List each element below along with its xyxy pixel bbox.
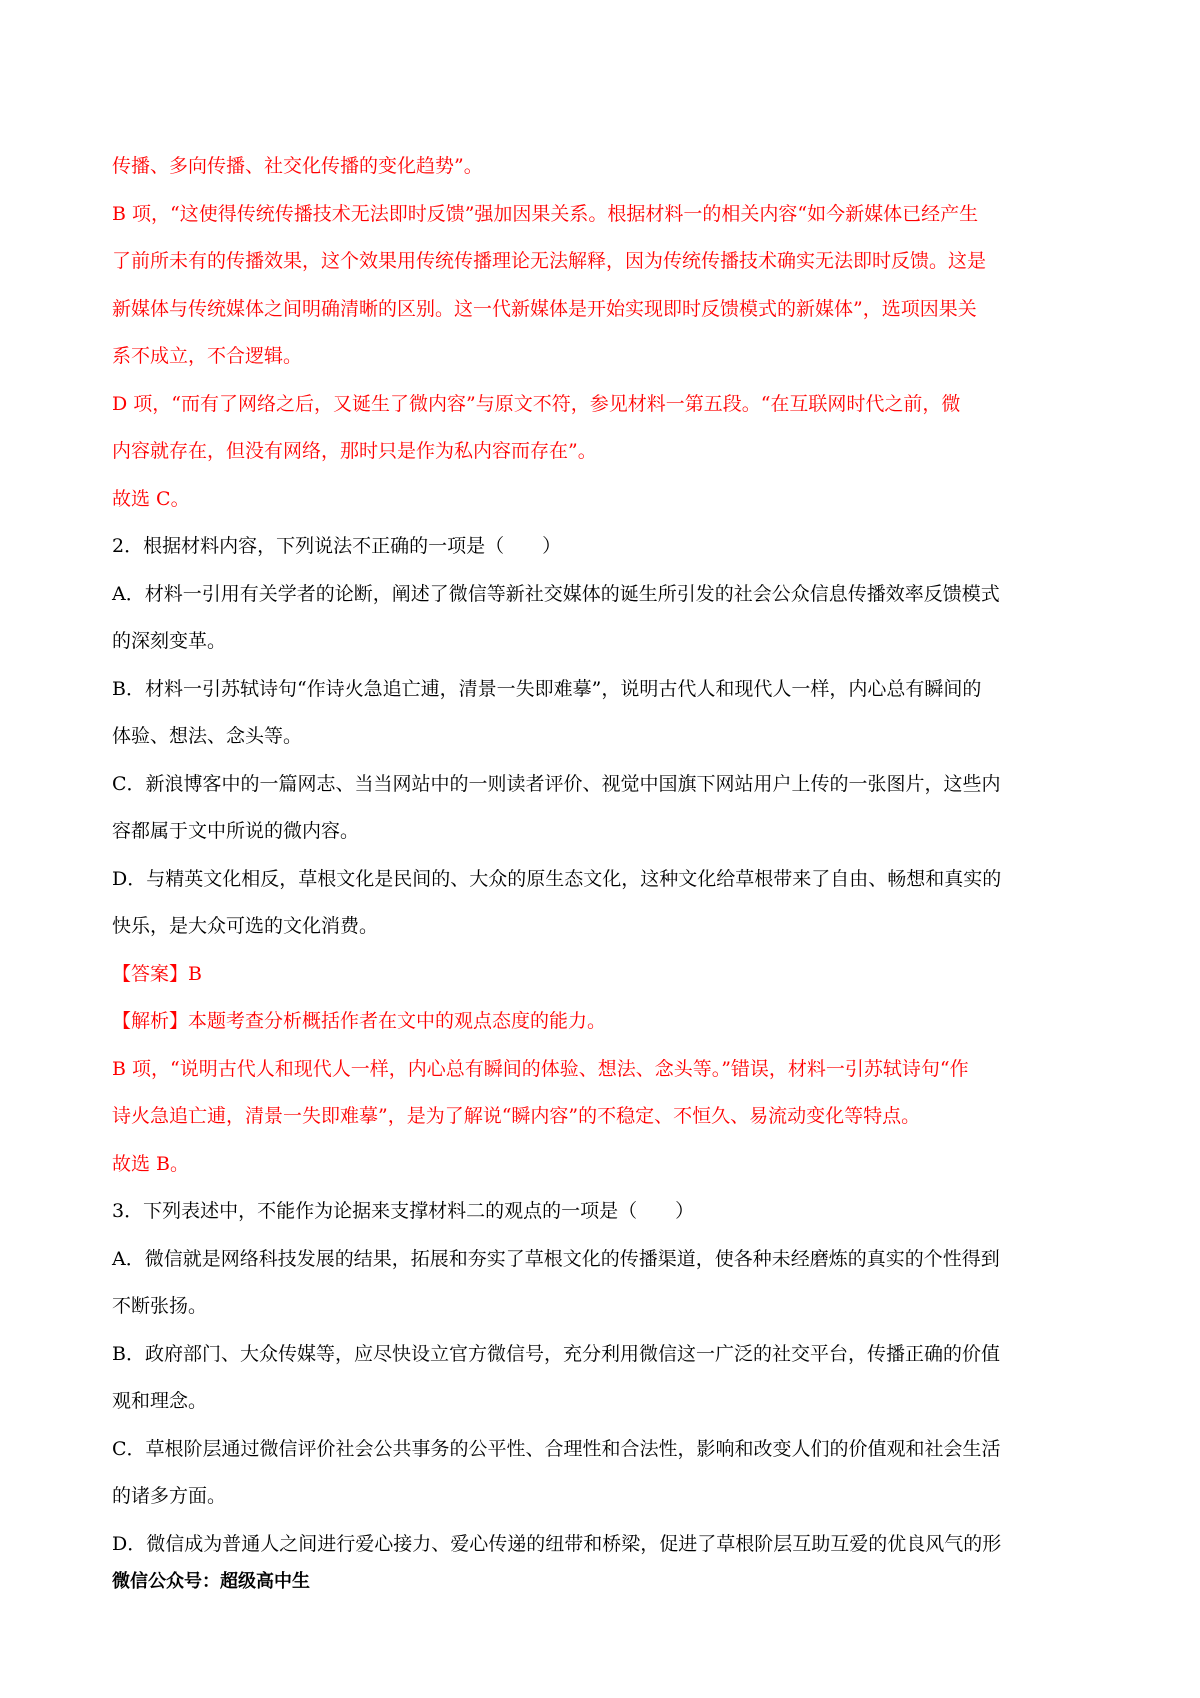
text-line: 容都属于文中所说的微内容。: [112, 820, 360, 842]
text-line: 不断张扬。: [112, 1295, 208, 1317]
text-line: 传播、多向传播、社交化传播的变化趋势”。: [112, 155, 483, 177]
text-line: 观和理念。: [112, 1390, 208, 1412]
document-body: [112, 143, 1100, 1568]
text-line: 【解析】本题考查分析概括作者在文中的观点态度的能力。: [112, 1010, 607, 1032]
text-line: A．微信就是网络科技发展的结果，拓展和夯实了草根文化的传播渠道，使各种未经磨炼的真实的个性得到: [112, 1247, 1000, 1270]
text-line: 2．根据材料内容，下列说法不正确的一项是（ ）: [112, 535, 562, 557]
text-line: B．政府部门、大众传媒等，应尽快设立官方微信号，充分利用微信这一广泛的社交平台，传播正确的价值: [112, 1342, 1000, 1365]
text-line: 诗火急追亡逋，清景一失即难摹”，是为了解说“瞬内容”的不稳定、不恒久、易流动变化等特点。: [112, 1105, 921, 1127]
text-line: C．新浪博客中的一篇网志、当当网站中的一则读者评价、视觉中国旗下网站用户上传的一张图片，这些内: [112, 772, 1001, 795]
text-line: D．与精英文化相反，草根文化是民间的、大众的原生态文化，这种文化给草根带来了自由、畅想和真实的: [112, 867, 1002, 890]
text-line: 快乐，是大众可选的文化消费。: [112, 915, 379, 937]
page-footer: 微信公众号：超级高中生: [112, 1571, 310, 1592]
text-line: 【答案】B: [112, 962, 202, 985]
text-line: A．材料一引用有关学者的论断，阐述了微信等新社交媒体的诞生所引发的社会公众信息传播效率反馈模式: [112, 582, 1000, 605]
text-line: 了前所未有的传播效果，这个效果用传统传播理论无法解释，因为传统传播技术确实无法即时反馈。这是: [112, 250, 987, 272]
text-line: C．草根阶层通过微信评价社会公共事务的公平性、合理性和合法性，影响和改变人们的价值观和社会生活: [112, 1437, 1001, 1460]
text-line: 3．下列表述中，不能作为论据来支撑材料二的观点的一项是（ ）: [112, 1200, 695, 1222]
text-line: 故选 B。: [112, 1152, 190, 1175]
text-line: B 项，“说明古代人和现代人一样，内心总有瞬间的体验、想法、念头等。”错误，材料一引苏轼诗句“作: [112, 1057, 969, 1080]
text-line: B 项，“这使得传统传播技术无法即时反馈”强加因果关系。根据材料一的相关内容“如今新媒体已经产生: [112, 202, 979, 225]
text-line: 系不成立，不合逻辑。: [112, 345, 303, 367]
text-line: 的诸多方面。: [112, 1485, 227, 1507]
text-line: B．材料一引苏轼诗句“作诗火急追亡逋，清景一失即难摹”，说明古代人和现代人一样，内心总有瞬间的: [112, 677, 982, 700]
text-line: 体验、想法、念头等。: [112, 725, 303, 747]
text-line: D．微信成为普通人之间进行爱心接力、爱心传递的纽带和桥梁，促进了草根阶层互助互爱的优良风气的形: [112, 1532, 1002, 1555]
text-line: 的深刻变革。: [112, 630, 227, 652]
text-line: D 项，“而有了网络之后，又诞生了微内容”与原文不符，参见材料一第五段。“在互联网时代之前，微: [112, 392, 961, 415]
text-line: 新媒体与传统媒体之间明确清晰的区别。这一代新媒体是开始实现即时反馈模式的新媒体”，选项因果关: [112, 297, 977, 320]
text-line: 内容就存在，但没有网络，那时只是作为私内容而存在”。: [112, 440, 597, 462]
text-line: 故选 C。: [112, 487, 190, 510]
